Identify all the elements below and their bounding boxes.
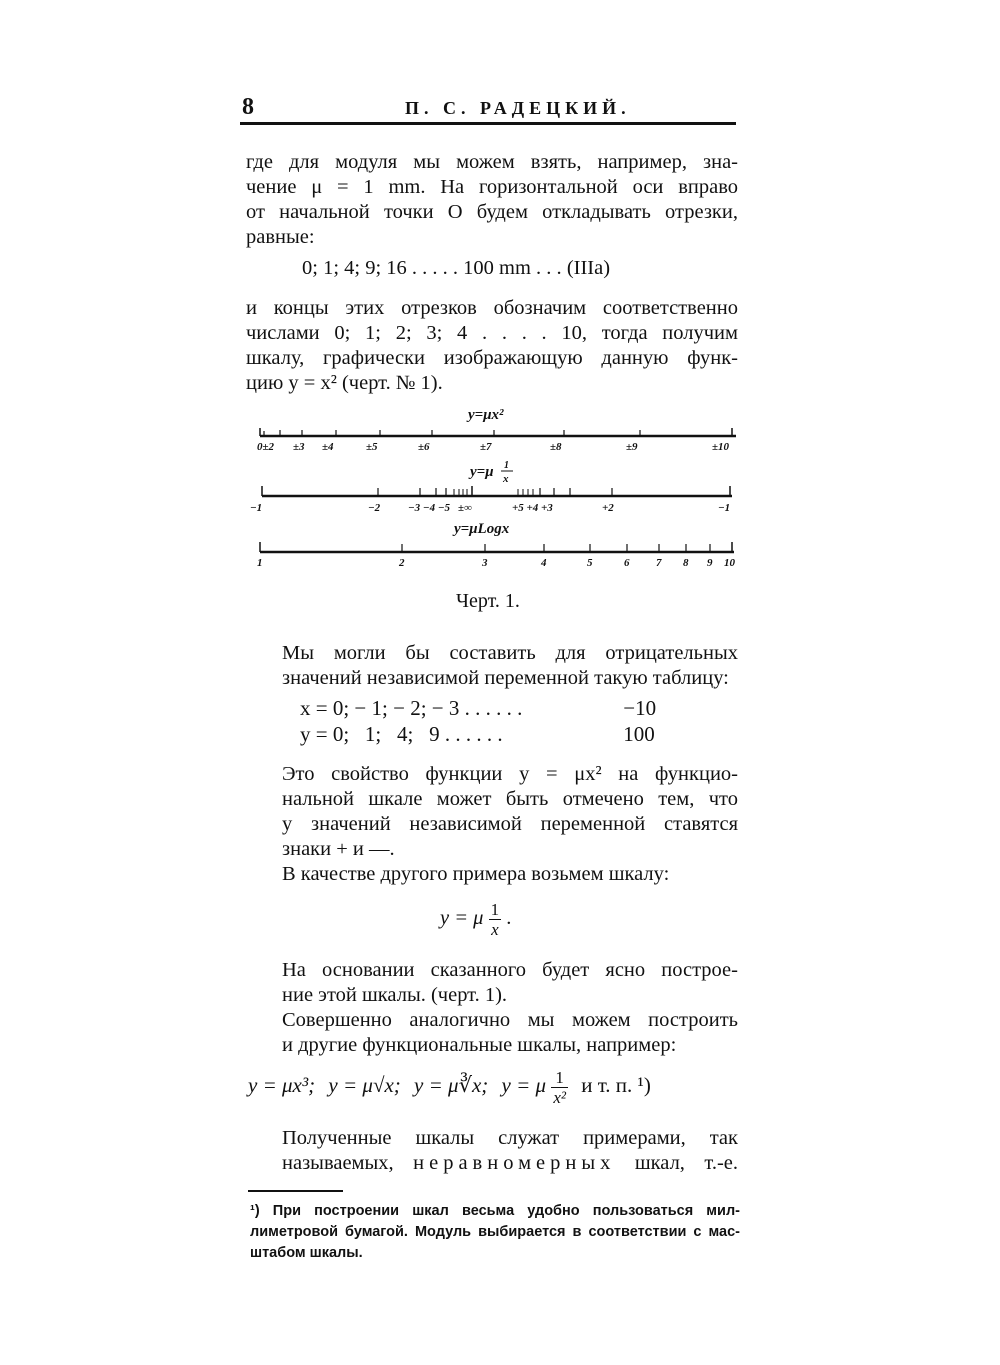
scale2-tick-label: +5 +4 +3 xyxy=(512,502,553,514)
table-row-x xyxy=(300,696,656,722)
spaced-term: неравномерных xyxy=(413,1152,616,1174)
text-line: Совершенно аналогично мы можем построить xyxy=(282,1009,738,1031)
text-line: На основании сказанного будет ясно построе- xyxy=(282,959,738,981)
formulas-line xyxy=(236,1068,756,1107)
scale3-tick-label: 9 xyxy=(707,557,713,569)
fraction-denominator: x xyxy=(491,920,499,939)
text-line: значений независимой переменной такую таблицу: xyxy=(282,667,729,689)
scale3-tick-label: 5 xyxy=(587,557,593,569)
text-line: В качестве другого примера возьмем шкалу: xyxy=(282,863,670,885)
text-line: у значений независимой переменной ставятся xyxy=(282,813,738,835)
header-rule xyxy=(240,122,736,125)
footnote-rule xyxy=(248,1190,343,1192)
text-line: нальной шкале может быть отмечено тем, что xyxy=(282,788,738,810)
values-table xyxy=(300,696,656,748)
paragraph-7 xyxy=(246,1008,738,1058)
text-line: равные: xyxy=(246,226,315,248)
scale1 xyxy=(257,428,736,453)
text-line: Полученные шкалы служат примерами, так xyxy=(282,1127,738,1149)
scale2-tick-label: ±∞ xyxy=(458,502,472,514)
scale3-tick-label: 6 xyxy=(624,557,630,569)
text-line-mixed xyxy=(246,1151,738,1176)
text-line: Мы могли бы составить для отрицательных xyxy=(282,642,738,664)
formula-cbrt: y = μ∛x; xyxy=(414,1073,489,1098)
scale3-tick-label: 4 xyxy=(541,557,547,569)
scale1-tick-label: ±10 xyxy=(712,441,730,453)
text-line: числами 0; 1; 2; 3; 4 . . . . 10, тогда получим xyxy=(246,322,738,344)
scale2-label-num: 1 xyxy=(504,460,509,471)
table-row-y xyxy=(300,722,656,748)
scale3 xyxy=(257,542,736,569)
scale1-tick-label: ±5 xyxy=(366,441,378,453)
paragraph-3 xyxy=(246,641,738,691)
paragraph-4 xyxy=(246,762,738,862)
text-line: Это свойство функции y = μx² на функцио- xyxy=(282,763,738,785)
scale1-tick-label: ±9 xyxy=(626,441,638,453)
fraction-numerator: 1 xyxy=(551,1068,568,1088)
formula-reciprocal-square: y = μ xyxy=(501,1073,547,1098)
equation-sequence: 0; 1; 4; 9; 16 . . . . . 100 mm . . . xyxy=(302,257,562,279)
text-line: ние этой шкалы. (черт. 1). xyxy=(282,984,508,1006)
text-line: чение μ = 1 mm. На горизонтальной оси вправо xyxy=(246,176,738,198)
formula-tail: и т. п. ¹) xyxy=(581,1073,651,1098)
scale2-tick-label: +2 xyxy=(602,502,614,514)
paragraph-2 xyxy=(246,296,738,396)
equation-fraction xyxy=(489,900,502,939)
scale2-end-label: −1 xyxy=(250,502,263,514)
scale2 xyxy=(250,486,732,514)
scale1-label: y=μx² xyxy=(468,407,504,423)
text-fragment: шкал, т.-е. xyxy=(634,1152,738,1174)
scale1-tick-label: ±8 xyxy=(550,441,562,453)
scale1-tick-label: ±3 xyxy=(293,441,305,453)
text-line: где для модуля мы можем взять, например, зна- xyxy=(246,151,738,173)
text-fragment: называемых, xyxy=(282,1152,394,1174)
footnote-line: штабом шкалы. xyxy=(250,1245,363,1261)
scale1-tick-label: ±6 xyxy=(418,441,430,453)
text-line: цию y = x² (черт. № 1). xyxy=(246,372,443,394)
scale1-tick-label: ±7 xyxy=(480,441,492,453)
equation-label: (IIIa) xyxy=(566,257,611,279)
scale3-tick-label: 2 xyxy=(399,557,405,569)
scale1-tick-label: ±4 xyxy=(322,441,334,453)
fraction-denominator: x² xyxy=(553,1088,566,1107)
footnote-line: лиметровой бумагой. Модуль выбирается в соответствии с мас- xyxy=(250,1224,740,1240)
scale2-label-den: x xyxy=(503,473,509,485)
scale2-label-prefix: y=μ xyxy=(470,464,494,480)
text-line: шкалу, графически изображающую данную функ- xyxy=(246,347,738,369)
equation-IIIa xyxy=(302,257,610,280)
footnote xyxy=(250,1201,740,1264)
text-line: от начальной точки O будем откладывать отрезки, xyxy=(246,201,738,223)
scale2-tick-label: −3 −4 −5 xyxy=(408,502,450,514)
scale2-label xyxy=(468,460,513,485)
table-x-last: −10 xyxy=(623,696,657,720)
table-y-last: 100 xyxy=(623,722,655,746)
table-x-values: x = 0; − 1; − 2; − 3 . . . . . . xyxy=(300,696,523,720)
paragraph-8 xyxy=(246,1126,738,1176)
paragraph-6 xyxy=(246,958,738,1008)
formula-sqrt: y = μ√x; xyxy=(328,1073,401,1098)
equation-end: . xyxy=(506,907,512,930)
scales-svg xyxy=(240,400,750,590)
footnote-line: ¹) При построении шкал весьма удобно пользоваться мил- xyxy=(250,1203,740,1219)
scale3-tick-label: 10 xyxy=(724,557,735,569)
table-y-values: y = 0; 1; 4; 9 . . . . . . xyxy=(300,722,503,746)
text-line: и концы этих отрезков обозначим соответственно xyxy=(246,297,738,319)
scale2-end-label: −1 xyxy=(718,502,731,514)
scale3-label: y=μLogx xyxy=(454,521,510,537)
equation-reciprocal xyxy=(440,900,511,939)
figure-caption: Черт. 1. xyxy=(456,590,520,612)
text-line: знаки + и —. xyxy=(282,838,395,860)
fraction-numerator: 1 xyxy=(490,900,500,919)
running-title: П. С. РАДЕЦКИЙ. xyxy=(405,98,631,118)
equation-left: y = μ xyxy=(440,907,484,930)
scale3-tick-label: 7 xyxy=(656,557,662,569)
formula-cube: y = μx³; xyxy=(248,1073,316,1098)
text-line: и другие функциональные шкалы, например: xyxy=(282,1034,677,1056)
formula-fraction xyxy=(551,1068,568,1107)
scale2-tick-label: −2 xyxy=(368,502,381,514)
functional-scales-figure xyxy=(240,400,750,600)
page-header xyxy=(240,94,736,124)
scale3-tick-label: 3 xyxy=(482,557,488,569)
scale1-tick-label: 0±2 xyxy=(257,441,275,453)
scale3-tick-label: 8 xyxy=(683,557,689,569)
paragraph-1 xyxy=(246,150,738,250)
paragraph-5 xyxy=(246,862,738,887)
page-number: 8 xyxy=(242,94,254,120)
scale3-tick-label: 1 xyxy=(257,557,263,569)
